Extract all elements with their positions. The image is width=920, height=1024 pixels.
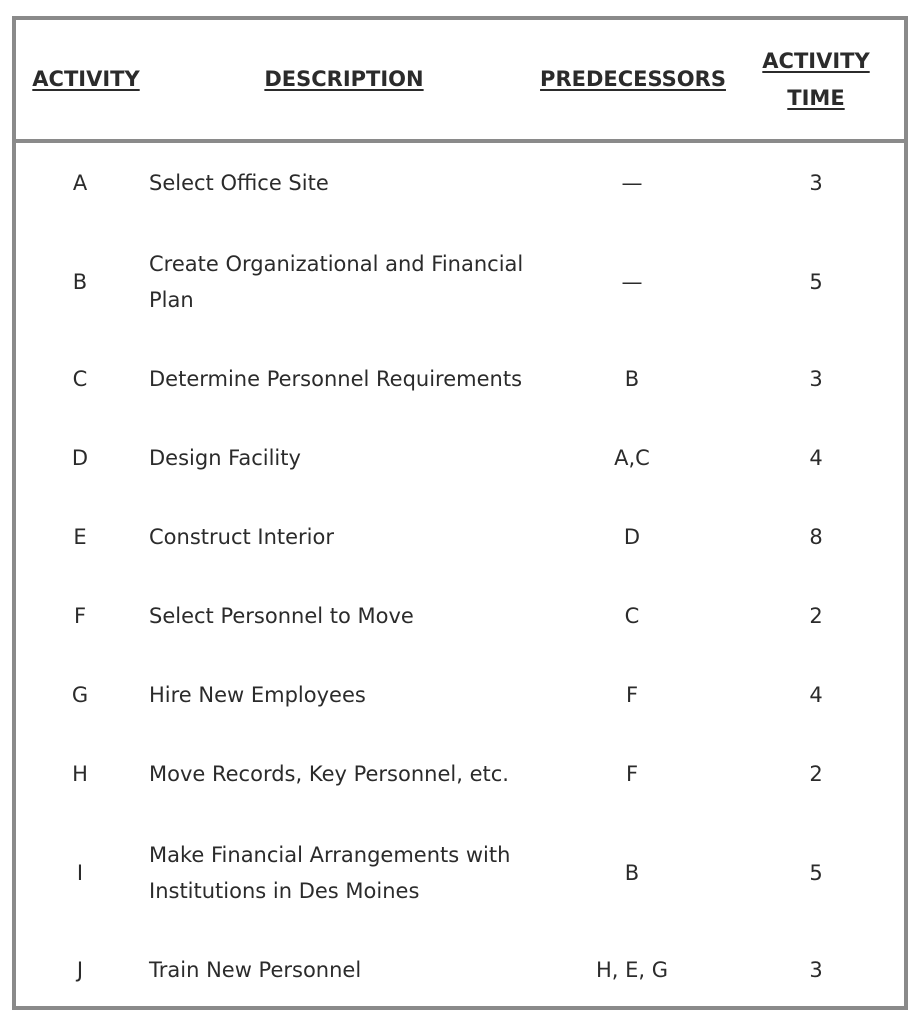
activity-cell: H xyxy=(72,762,88,786)
table-row xyxy=(16,596,904,636)
predecessors-cell: C xyxy=(624,604,640,628)
table-row xyxy=(16,833,904,913)
activity-time-cell: 2 xyxy=(809,604,823,628)
predecessors-cell: — xyxy=(621,171,643,195)
header-activity-time-line2: TIME xyxy=(787,85,845,110)
table-row xyxy=(16,242,904,322)
table-row xyxy=(16,517,904,557)
description-cell: Create Organizational and Financial Plan xyxy=(149,252,524,312)
description-cell: Design Facility xyxy=(149,446,301,470)
table-header xyxy=(16,20,904,143)
activity-cell: D xyxy=(71,446,89,470)
activity-table xyxy=(12,16,908,1010)
activity-time-cell: 4 xyxy=(809,446,823,470)
activity-time-cell: 3 xyxy=(809,367,823,391)
description-cell: Determine Personnel Requirements xyxy=(149,367,523,391)
table-row xyxy=(16,359,904,399)
description-cell: Hire New Employees xyxy=(149,683,366,707)
activity-cell: J xyxy=(76,958,84,982)
table-row xyxy=(16,675,904,715)
activity-time-cell: 5 xyxy=(809,270,823,294)
table-row xyxy=(16,438,904,478)
description-cell: Train New Personnel xyxy=(149,958,362,982)
activity-time-cell: 3 xyxy=(809,171,823,195)
activity-cell: A xyxy=(72,171,88,195)
predecessors-cell: B xyxy=(624,861,640,885)
table-row xyxy=(16,163,904,203)
predecessors-cell: F xyxy=(625,762,639,786)
description-cell: Construct Interior xyxy=(149,525,335,549)
activity-time-cell: 5 xyxy=(809,861,823,885)
activity-cell: F xyxy=(73,604,87,628)
header-activity-time xyxy=(738,20,894,139)
description-cell: Select Personnel to Move xyxy=(149,604,414,628)
description-cell: Select Office Site xyxy=(149,171,329,195)
table-row xyxy=(16,950,904,990)
activity-time-cell: 8 xyxy=(809,525,823,549)
predecessors-cell: F xyxy=(625,683,639,707)
activity-time-cell: 2 xyxy=(809,762,823,786)
activity-cell: E xyxy=(73,525,87,549)
activity-cell: C xyxy=(72,367,88,391)
predecessors-cell: D xyxy=(623,525,641,549)
predecessors-cell: A,C xyxy=(614,446,650,470)
predecessors-cell: B xyxy=(624,367,640,391)
header-activity-time-line1: ACTIVITY xyxy=(762,48,870,73)
header-predecessors: PREDECESSORS xyxy=(540,67,726,91)
description-cell: Make Financial Arrangements with Institutions in Des Moines xyxy=(149,843,511,903)
predecessors-cell: — xyxy=(621,270,643,294)
activity-time-cell: 4 xyxy=(809,683,823,707)
activity-cell: I xyxy=(76,861,84,885)
header-description: DESCRIPTION xyxy=(264,67,424,91)
activity-time-cell: 3 xyxy=(809,958,823,982)
predecessors-cell: H, E, G xyxy=(595,958,669,982)
activity-cell: B xyxy=(72,270,88,294)
activity-cell: G xyxy=(71,683,89,707)
header-activity: ACTIVITY xyxy=(32,67,140,91)
description-cell: Move Records, Key Personnel, etc. xyxy=(149,762,509,786)
table-row xyxy=(16,754,904,794)
